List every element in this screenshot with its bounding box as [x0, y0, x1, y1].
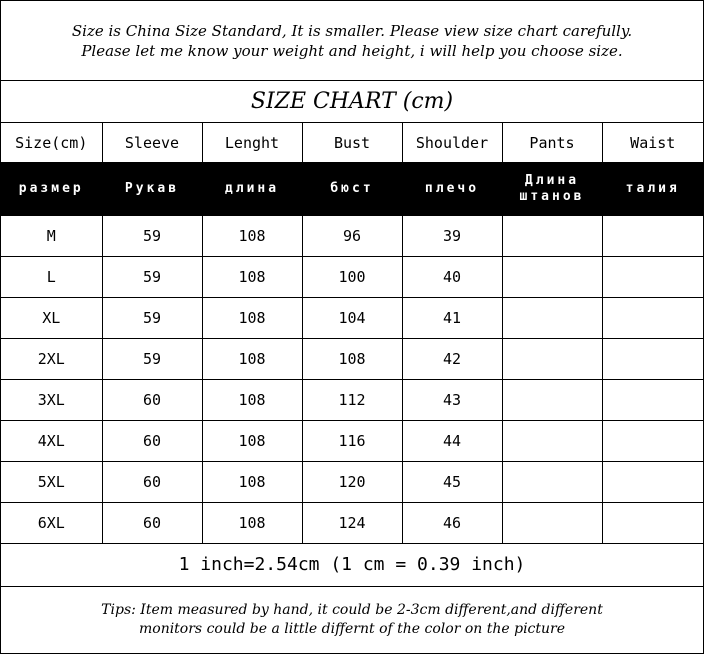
- cell-length: 108: [202, 380, 302, 421]
- cell-length: 108: [202, 298, 302, 339]
- header-ru-pants: Длина штанов: [502, 163, 602, 216]
- cell-length: 108: [202, 421, 302, 462]
- cell-sleeve: 59: [102, 339, 202, 380]
- table-row: [1, 503, 703, 544]
- cell-waist: [602, 503, 703, 544]
- header-size: Size(cm): [1, 123, 102, 163]
- header-ru-shoulder: плечо: [402, 163, 502, 216]
- cell-size: 3XL: [1, 380, 102, 421]
- cell-shoulder: 39: [402, 216, 502, 257]
- cell-size: 6XL: [1, 503, 102, 544]
- header-sleeve: Sleeve: [102, 123, 202, 163]
- cell-bust: 124: [302, 503, 402, 544]
- cell-shoulder: 42: [402, 339, 502, 380]
- header-bust: Bust: [302, 123, 402, 163]
- header-shoulder: Shoulder: [402, 123, 502, 163]
- cell-pants: [502, 380, 602, 421]
- cell-length: 108: [202, 257, 302, 298]
- cell-size: M: [1, 216, 102, 257]
- cell-length: 108: [202, 339, 302, 380]
- tips-line-1: Tips: Item measured by hand, it could be 2-3cm different,and different: [101, 602, 603, 618]
- cell-sleeve: 60: [102, 421, 202, 462]
- cell-shoulder: 45: [402, 462, 502, 503]
- cell-waist: [602, 421, 703, 462]
- cell-waist: [602, 380, 703, 421]
- header-pants: Pants: [502, 123, 602, 163]
- cell-bust: 120: [302, 462, 402, 503]
- cell-shoulder: 40: [402, 257, 502, 298]
- cell-size: XL: [1, 298, 102, 339]
- header-ru-size: размер: [1, 163, 102, 216]
- cell-bust: 108: [302, 339, 402, 380]
- cell-shoulder: 41: [402, 298, 502, 339]
- cell-waist: [602, 216, 703, 257]
- cell-sleeve: 60: [102, 380, 202, 421]
- cell-length: 108: [202, 216, 302, 257]
- cell-size: 2XL: [1, 339, 102, 380]
- header-waist: Waist: [602, 123, 703, 163]
- header-ru-bust: бюст: [302, 163, 402, 216]
- size-table: [1, 123, 703, 544]
- cell-shoulder: 46: [402, 503, 502, 544]
- cell-shoulder: 44: [402, 421, 502, 462]
- cell-pants: [502, 298, 602, 339]
- cell-bust: 100: [302, 257, 402, 298]
- tips-line-2: monitors could be a little differnt of the color on the picture: [138, 621, 566, 637]
- cell-pants: [502, 339, 602, 380]
- table-row: [1, 462, 703, 503]
- cell-waist: [602, 462, 703, 503]
- unit-conversion: 1 inch=2.54cm (1 cm = 0.39 inch): [1, 543, 703, 587]
- cell-length: 108: [202, 503, 302, 544]
- cell-pants: [502, 216, 602, 257]
- cell-bust: 112: [302, 380, 402, 421]
- size-notice: [1, 1, 703, 81]
- table-row: [1, 257, 703, 298]
- cell-size: 5XL: [1, 462, 102, 503]
- header-length: Lenght: [202, 123, 302, 163]
- cell-size: 4XL: [1, 421, 102, 462]
- cell-waist: [602, 339, 703, 380]
- table-row: [1, 216, 703, 257]
- header-ru-waist: талия: [602, 163, 703, 216]
- cell-sleeve: 60: [102, 462, 202, 503]
- cell-sleeve: 59: [102, 298, 202, 339]
- cell-shoulder: 43: [402, 380, 502, 421]
- header-ru-length: длина: [202, 163, 302, 216]
- cell-pants: [502, 503, 602, 544]
- cell-bust: 104: [302, 298, 402, 339]
- table-row: [1, 298, 703, 339]
- cell-sleeve: 60: [102, 503, 202, 544]
- cell-bust: 96: [302, 216, 402, 257]
- header-row-russian: [1, 163, 703, 216]
- cell-sleeve: 59: [102, 257, 202, 298]
- cell-size: L: [1, 257, 102, 298]
- table-row: [1, 339, 703, 380]
- cell-pants: [502, 462, 602, 503]
- cell-pants: [502, 257, 602, 298]
- cell-bust: 116: [302, 421, 402, 462]
- cell-length: 108: [202, 462, 302, 503]
- cell-pants: [502, 421, 602, 462]
- chart-title: SIZE CHART (cm): [1, 81, 703, 123]
- table-row: [1, 380, 703, 421]
- notice-line-2: Please let me know your weight and height, i will help you choose size.: [81, 41, 623, 60]
- header-row-english: [1, 123, 703, 163]
- table-row: [1, 421, 703, 462]
- cell-waist: [602, 257, 703, 298]
- cell-sleeve: 59: [102, 216, 202, 257]
- measurement-tips: [1, 587, 703, 653]
- notice-line-1: Size is China Size Standard, It is smaller. Please view size chart carefully.: [71, 21, 633, 40]
- cell-waist: [602, 298, 703, 339]
- header-ru-sleeve: Рукав: [102, 163, 202, 216]
